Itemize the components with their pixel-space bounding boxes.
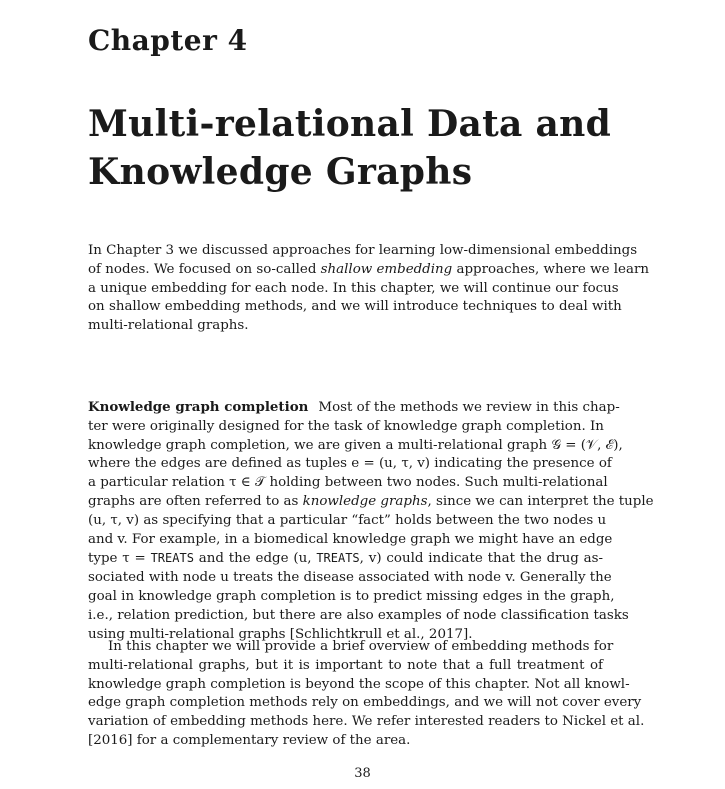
intro-line: a unique embedding for each node. In this chapter, we will continue our focus bbox=[88, 280, 619, 296]
kgc-line: type τ = TREATS and the edge (u, TREATS, v) could indicate that the drug as- bbox=[88, 551, 603, 567]
intro-line: of nodes. We focused on so-called shallow embedding approaches, where we learn bbox=[88, 261, 649, 277]
kgc-line: Knowledge graph completion Most of the methods we review in this chap- bbox=[88, 399, 620, 415]
kgc-line: ter were originally designed for the task of knowledge graph completion. In bbox=[88, 418, 604, 434]
kgc-line: i.e., relation prediction, but there are also examples of node classification tasks bbox=[88, 607, 629, 623]
intro-paragraph bbox=[88, 242, 649, 336]
page-number: 38 bbox=[354, 766, 371, 781]
kgc-line: where the edges are defined as tuples e = (u, τ, v) indicating the presence of bbox=[88, 456, 612, 472]
overview-line: multi-relational graphs, but it is important to note that a full treatment of bbox=[88, 657, 603, 673]
kgc-line: using multi-relational graphs [Schlichtkrull et al., 2017]. bbox=[88, 626, 473, 642]
overview-line: edge graph completion methods rely on embeddings, and we will not cover every bbox=[88, 695, 642, 711]
kgc-line: knowledge graph completion, we are given a multi-relational graph 𝒢 = (𝒱, ℰ), bbox=[88, 437, 623, 453]
intro-line: multi-relational graphs. bbox=[88, 318, 249, 334]
chapter-title bbox=[88, 100, 648, 196]
chapter-label: Chapter 4 bbox=[88, 24, 248, 57]
section-heading: Knowledge graph completion bbox=[88, 399, 309, 415]
kgc-line: sociated with node u treats the disease associated with node v. Generally the bbox=[88, 570, 612, 586]
kgc-line: a particular relation τ ∈ 𝒯 holding between two nodes. Such multi-relational bbox=[88, 475, 608, 491]
knowledge-graph-completion-paragraph bbox=[88, 398, 654, 644]
treats-term: TREATS bbox=[150, 551, 194, 566]
kgc-line: goal in knowledge graph completion is to predict missing edges in the graph, bbox=[88, 588, 615, 604]
kgc-line: graphs are often referred to as knowledge graphs, since we can interpret the tuple bbox=[88, 493, 654, 509]
kgc-line: and v. For example, in a biomedical knowledge graph we might have an edge bbox=[88, 531, 613, 547]
chapter-title-line-1: Multi-relational Data and bbox=[88, 103, 612, 145]
overview-line: knowledge graph completion is beyond the scope of this chapter. Not all knowl- bbox=[88, 676, 630, 692]
treats-term: TREATS bbox=[316, 551, 360, 566]
overview-line: [2016] for a complementary review of the area. bbox=[88, 732, 411, 748]
intro-line: In Chapter 3 we discussed approaches for learning low-dimensional embeddings bbox=[88, 243, 638, 258]
intro-line: on shallow embedding methods, and we will introduce techniques to deal with bbox=[88, 299, 622, 315]
kgc-line: (u, τ, v) as specifying that a particular “fact” holds between the two nodes u bbox=[88, 512, 607, 528]
overview-line: In this chapter we will provide a brief overview of embedding methods for bbox=[108, 639, 614, 654]
overview-paragraph bbox=[88, 638, 645, 751]
overview-line: variation of embedding methods here. We refer interested readers to Nickel et al. bbox=[88, 714, 645, 730]
knowledge-graphs-term: knowledge graphs bbox=[302, 493, 428, 509]
chapter-title-line-2: Knowledge Graphs bbox=[88, 151, 473, 193]
shallow-embedding-term: shallow embedding bbox=[320, 261, 453, 277]
